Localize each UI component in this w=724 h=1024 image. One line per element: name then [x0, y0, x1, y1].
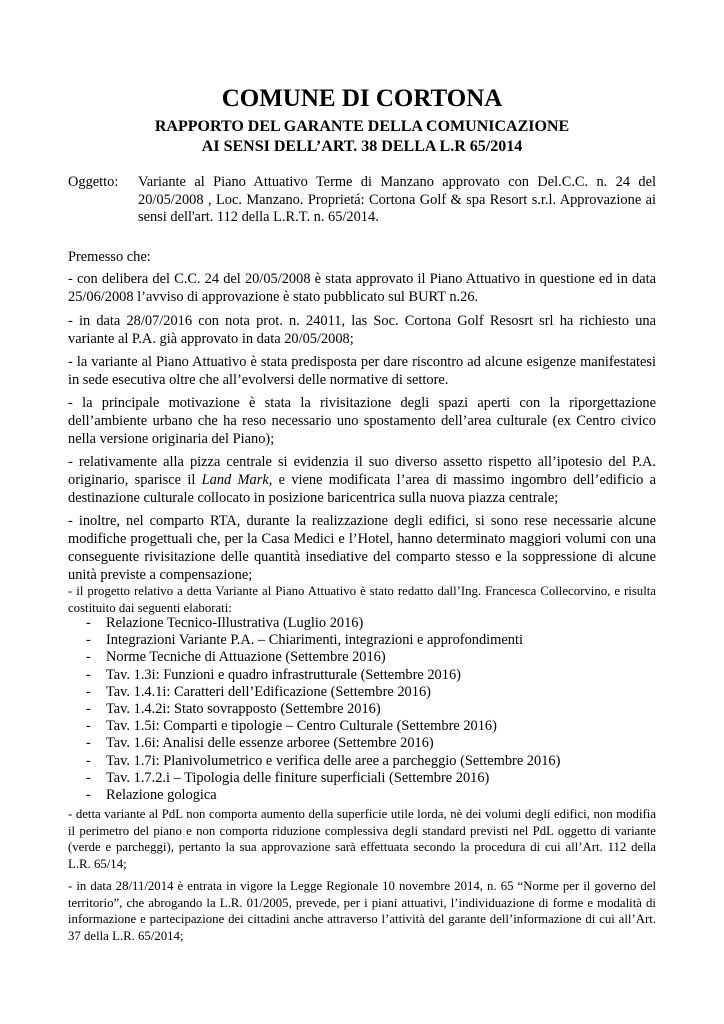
paragraph-delibera: - con delibera del C.C. 24 del 20/05/2008 è stata approvato il Piano Attuativo in questione ed in data 25/06/2008 l’avviso di approvazione è stato pubblicato sul BURT n.26.	[68, 271, 656, 305]
list-item	[86, 667, 646, 684]
paragraph-piazza-text-a: - relativamente alla pizza centrale si evidenzia il suo diverso assetto rispetto all’ipotesio del P.A. originario, sparisce il	[68, 454, 656, 488]
paragraph-richiesta-variante: - in data 28/07/2016 con nota prot. n. 24011, las Soc. Cortona Golf Resosrt srl ha richiesto una variante al P.A. già approvato in data 20/05/2008;	[68, 313, 656, 347]
list-dash: -	[86, 683, 91, 700]
land-mark-term: Land Mark	[201, 472, 269, 488]
premesso-heading: Premesso che:	[68, 249, 151, 265]
list-dash: -	[86, 615, 91, 631]
list-item	[86, 735, 646, 752]
list-item-text: Tav. 1.7i: Planivolumetrico e verifica delle aree a parcheggio (Settembre 2016)	[106, 752, 561, 769]
paragraph-piazza-text-b: , e viene modificata l’area di massimo ingombro dell’edificio a destinazione culturale collocato in posizione baricentrica sulla nuova piazza centrale;	[68, 472, 657, 506]
paragraph-piazza-centrale	[68, 453, 656, 507]
list-item-text: Tav. 1.4.1i: Caratteri dell’Edificazione (Settembre 2016)	[106, 683, 431, 700]
elaborati-list	[86, 615, 646, 804]
list-item	[86, 701, 646, 718]
list-dash: -	[86, 701, 91, 718]
paragraph-pdl: - detta variante al PdL non comporta aumento della superficie utile lorda, nè dei volumi degli edifici, non modifia il perimetro del piano e non comporta riduzione complessiva degli standard previsti nel PdL oggetto di variante (verde e parcheggi), pertanto la sua approvazione sarà effettuata secondo la procedura di cui all’Art. 112 della L.R. 65/14;	[68, 807, 656, 871]
document-subtitle-line1: RAPPORTO DEL GARANTE DELLA COMUNICAZIONE	[154, 118, 570, 135]
list-item-text: Integrazioni Variante P.A. – Chiarimenti, integrazioni e approfondimenti	[106, 632, 523, 649]
list-item	[86, 684, 646, 701]
list-item-text: Tav. 1.7.2.i – Tipologia delle finiture superficiali (Settembre 2016)	[106, 769, 490, 786]
list-item-text: Tav. 1.5i: Comparti e tipologie – Centro Culturale (Settembre 2016)	[106, 718, 497, 735]
list-item-text: Relazione gologica	[106, 787, 217, 804]
list-item-text: Tav. 1.6i: Analisi delle essenze arboree (Settembre 2016)	[106, 735, 434, 752]
list-item	[86, 615, 646, 632]
paragraph-legge-regionale: - in data 28/11/2014 è entrata in vigore la Legge Regionale 10 novembre 2014, n. 65 “Norme per il governo del territorio”, che abrogando la L.R. 01/2005, prevede, per i piani attuativi, l’individuazione di forme e modalità di informazione e partecipazione dei cittadini anche attraverso l’attività del garante dell’informazione di cui all’Art. 37 della L.R. 65/2014;	[68, 879, 656, 943]
list-item-text: Tav. 1.3i: Funzioni e quadro infrastrutturale (Settembre 2016)	[106, 666, 461, 683]
list-item	[86, 632, 646, 649]
oggetto-text: Variante al Piano Attuativo Terme di Manzano approvato con Del.C.C. n. 24 del 20/05/2008 , Loc. Manzano. Proprietá: Cortona Golf & spa Resort s.r.l. Approvazione ai sensi dell'art. 112 della L.R.T. n. 65/2014.	[138, 174, 656, 225]
list-item	[86, 649, 646, 666]
list-dash: -	[86, 632, 91, 649]
list-item-text: Relazione Tecnico-Illustrativa (Luglio 2016)	[106, 615, 364, 631]
paragraph-comparto-rta: - inoltre, nel comparto RTA, durante la realizzazione degli edifici, si sono rese necessarie alcune modifiche progettuali che, per la Casa Medici e l’Hotel, hanno determinato maggiori volumi con una conseguente rivisitazione delle quantità insediative del comparto stesso e la soppressione di alcune unità previste a compensazione;	[68, 513, 656, 583]
list-dash: -	[86, 752, 91, 769]
list-dash: -	[86, 735, 91, 752]
list-item	[86, 753, 646, 770]
document-subtitle-line2: AI SENSI DELL’ART. 38 DELLA L.R 65/2014	[201, 138, 523, 155]
list-item-text: Norme Tecniche di Attuazione (Settembre 2016)	[106, 649, 386, 666]
list-dash: -	[86, 787, 91, 804]
list-dash: -	[86, 649, 91, 666]
paragraph-motivazione: - la principale motivazione è stata la rivisitazione degli spazi aperti con la riporgettazione dell’ambiente urbano che ha reso necessario uno spostamento dell’area culturale (ex Centro civico nella versione originaria del Piano);	[68, 395, 656, 447]
list-item	[86, 718, 646, 735]
paragraph-progetto: - il progetto relativo a detta Variante al Piano Attuativo è stato redatto dall’Ing. Francesca Collecorvino, e risulta costituito dai seguenti elaborati:	[68, 584, 656, 615]
list-item	[86, 787, 646, 804]
paragraph-esigenze: - la variante al Piano Attuativo è stata predisposta per dare riscontro ad alcune esigenze manifestatesi in sede esecutiva oltre che all’evolversi delle normative di settore.	[68, 354, 656, 388]
oggetto-label: Oggetto:	[68, 174, 119, 190]
list-item	[86, 770, 646, 787]
list-item-text: Tav. 1.4.2i: Stato sovrapposto (Settembre 2016)	[106, 701, 381, 718]
list-dash: -	[86, 666, 91, 683]
list-dash: -	[86, 718, 91, 735]
list-dash: -	[86, 769, 91, 786]
document-title: COMUNE DI CORTONA	[221, 85, 503, 112]
